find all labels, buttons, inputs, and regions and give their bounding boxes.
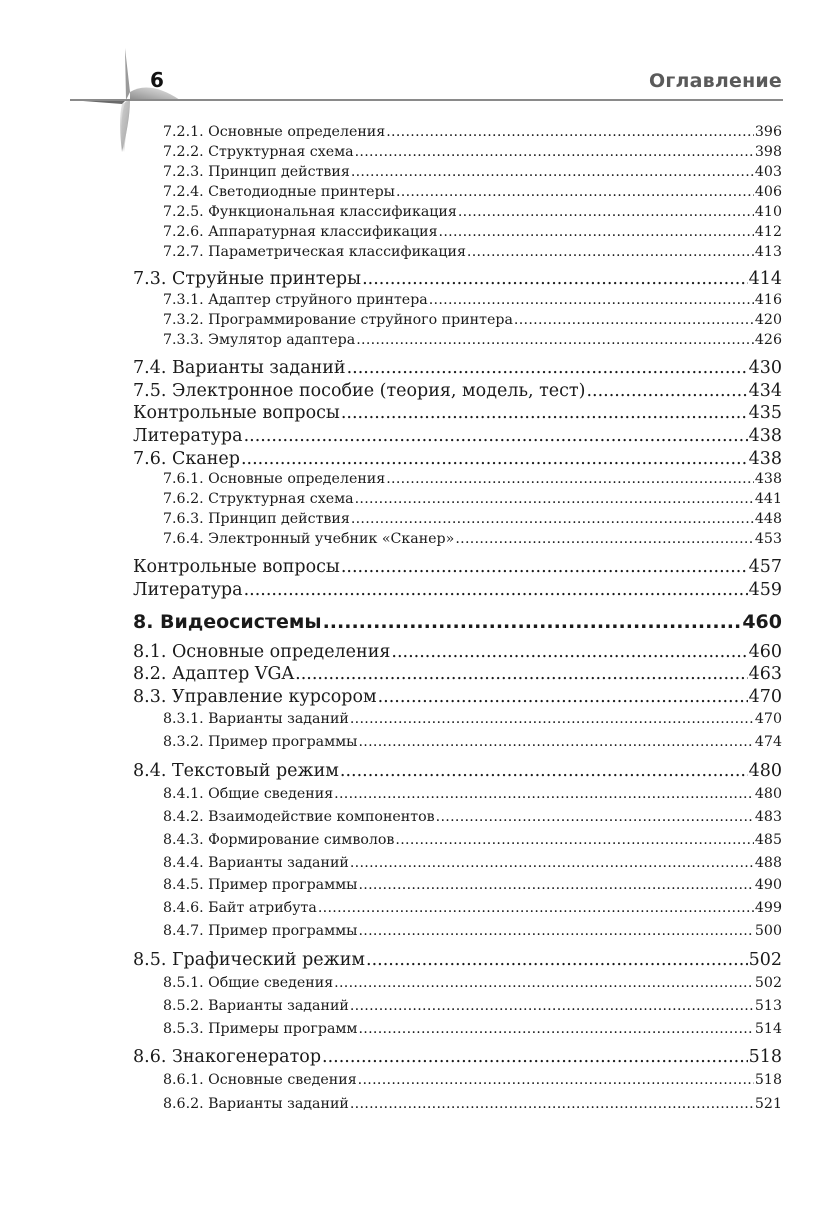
toc-entry: 7.2.5. Функциональная классификация ..... 410 [163, 204, 782, 220]
toc-entry: 7.2.3. Принцип действия ..... 403 [163, 164, 782, 180]
toc-chapter-entry: 8. Видеосистемы ..... 460 [133, 611, 782, 633]
toc-entry: 8.4.3. Формирование символов ..... 485 [163, 832, 782, 848]
toc-entry: 8.1. Основные определения ..... 460 [133, 642, 782, 662]
toc-entry: 8.3. Управление курсором ..... 470 [133, 687, 782, 707]
toc-entry: 8.6.1. Основные сведения ..... 518 [163, 1072, 782, 1088]
toc-entry: 8.4.7. Пример программы ..... 500 [163, 923, 782, 939]
toc-entry: 8.3.1. Варианты заданий ..... 470 [163, 711, 782, 727]
toc-entry: 7.2.7. Параметрическая классификация ..... 413 [163, 244, 782, 260]
toc-entry: 7.4. Варианты заданий ..... 430 [133, 358, 782, 378]
toc-entry: 8.6. Знакогенератор ..... 518 [133, 1047, 782, 1067]
toc-entry: 8.4.2. Взаимодействие компонентов ..... 483 [163, 809, 782, 825]
toc-entry: 7.2.6. Аппаратурная классификация ..... 412 [163, 224, 782, 240]
toc-entry: 7.5. Электронное пособие (теория, модель, тест) ..... 434 [133, 381, 782, 401]
toc-entry: 7.3.1. Адаптер струйного принтера ..... 416 [163, 292, 782, 308]
toc-entry: 7.2.4. Светодиодные принтеры ..... 406 [163, 184, 782, 200]
running-header-title: Оглавление [649, 70, 782, 92]
toc-entry: 7.6.3. Принцип действия ..... 448 [163, 511, 782, 527]
toc-entry: 8.5.3. Примеры программ ..... 514 [163, 1021, 782, 1037]
toc-entry: 8.5.1. Общие сведения ..... 502 [163, 975, 782, 991]
toc-entry: 7.6. Сканер ..... 438 [133, 449, 782, 469]
toc-entry: 8.3.2. Пример программы ..... 474 [163, 734, 782, 750]
page-number: 6 [150, 68, 164, 92]
toc-entry: 7.3.2. Программирование струйного принтера ..... 420 [163, 312, 782, 328]
toc-entry: 7.6.4. Электронный учебник «Сканер» ..... 453 [163, 531, 782, 547]
toc-entry: Контрольные вопросы ..... 435 [133, 403, 782, 423]
toc-entry: 7.6.2. Структурная схема ..... 441 [163, 491, 782, 507]
toc-entry: 8.2. Адаптер VGA ..... 463 [133, 664, 782, 684]
toc-entry: 7.3. Струйные принтеры ..... 414 [133, 269, 782, 289]
toc-entry: 7.3.3. Эмулятор адаптера ..... 426 [163, 332, 782, 348]
toc-entry: 8.5. Графический режим ..... 502 [133, 950, 782, 970]
toc-entry: 8.4.4. Варианты заданий ..... 488 [163, 855, 782, 871]
header-rule [70, 99, 783, 101]
toc-entry: 8.4. Текстовый режим ..... 480 [133, 761, 782, 781]
toc-entry: 8.5.2. Варианты заданий ..... 513 [163, 998, 782, 1014]
toc-entry: 8.4.5. Пример программы ..... 490 [163, 877, 782, 893]
toc-entry: 8.6.2. Варианты заданий ..... 521 [163, 1096, 782, 1112]
toc-entry: Литература ..... 438 [133, 426, 782, 446]
toc-entry: 7.6.1. Основные определения ..... 438 [163, 471, 782, 487]
toc-entry: Литература ..... 459 [133, 580, 782, 600]
toc-entry: 7.2.1. Основные определения ..... 396 [163, 124, 782, 140]
toc-entry: 8.4.6. Байт атрибута ..... 499 [163, 900, 782, 916]
toc-entry: 7.2.2. Структурная схема ..... 398 [163, 144, 782, 160]
toc-entry: 8.4.1. Общие сведения ..... 480 [163, 786, 782, 802]
toc-entry: Контрольные вопросы ..... 457 [133, 557, 782, 577]
